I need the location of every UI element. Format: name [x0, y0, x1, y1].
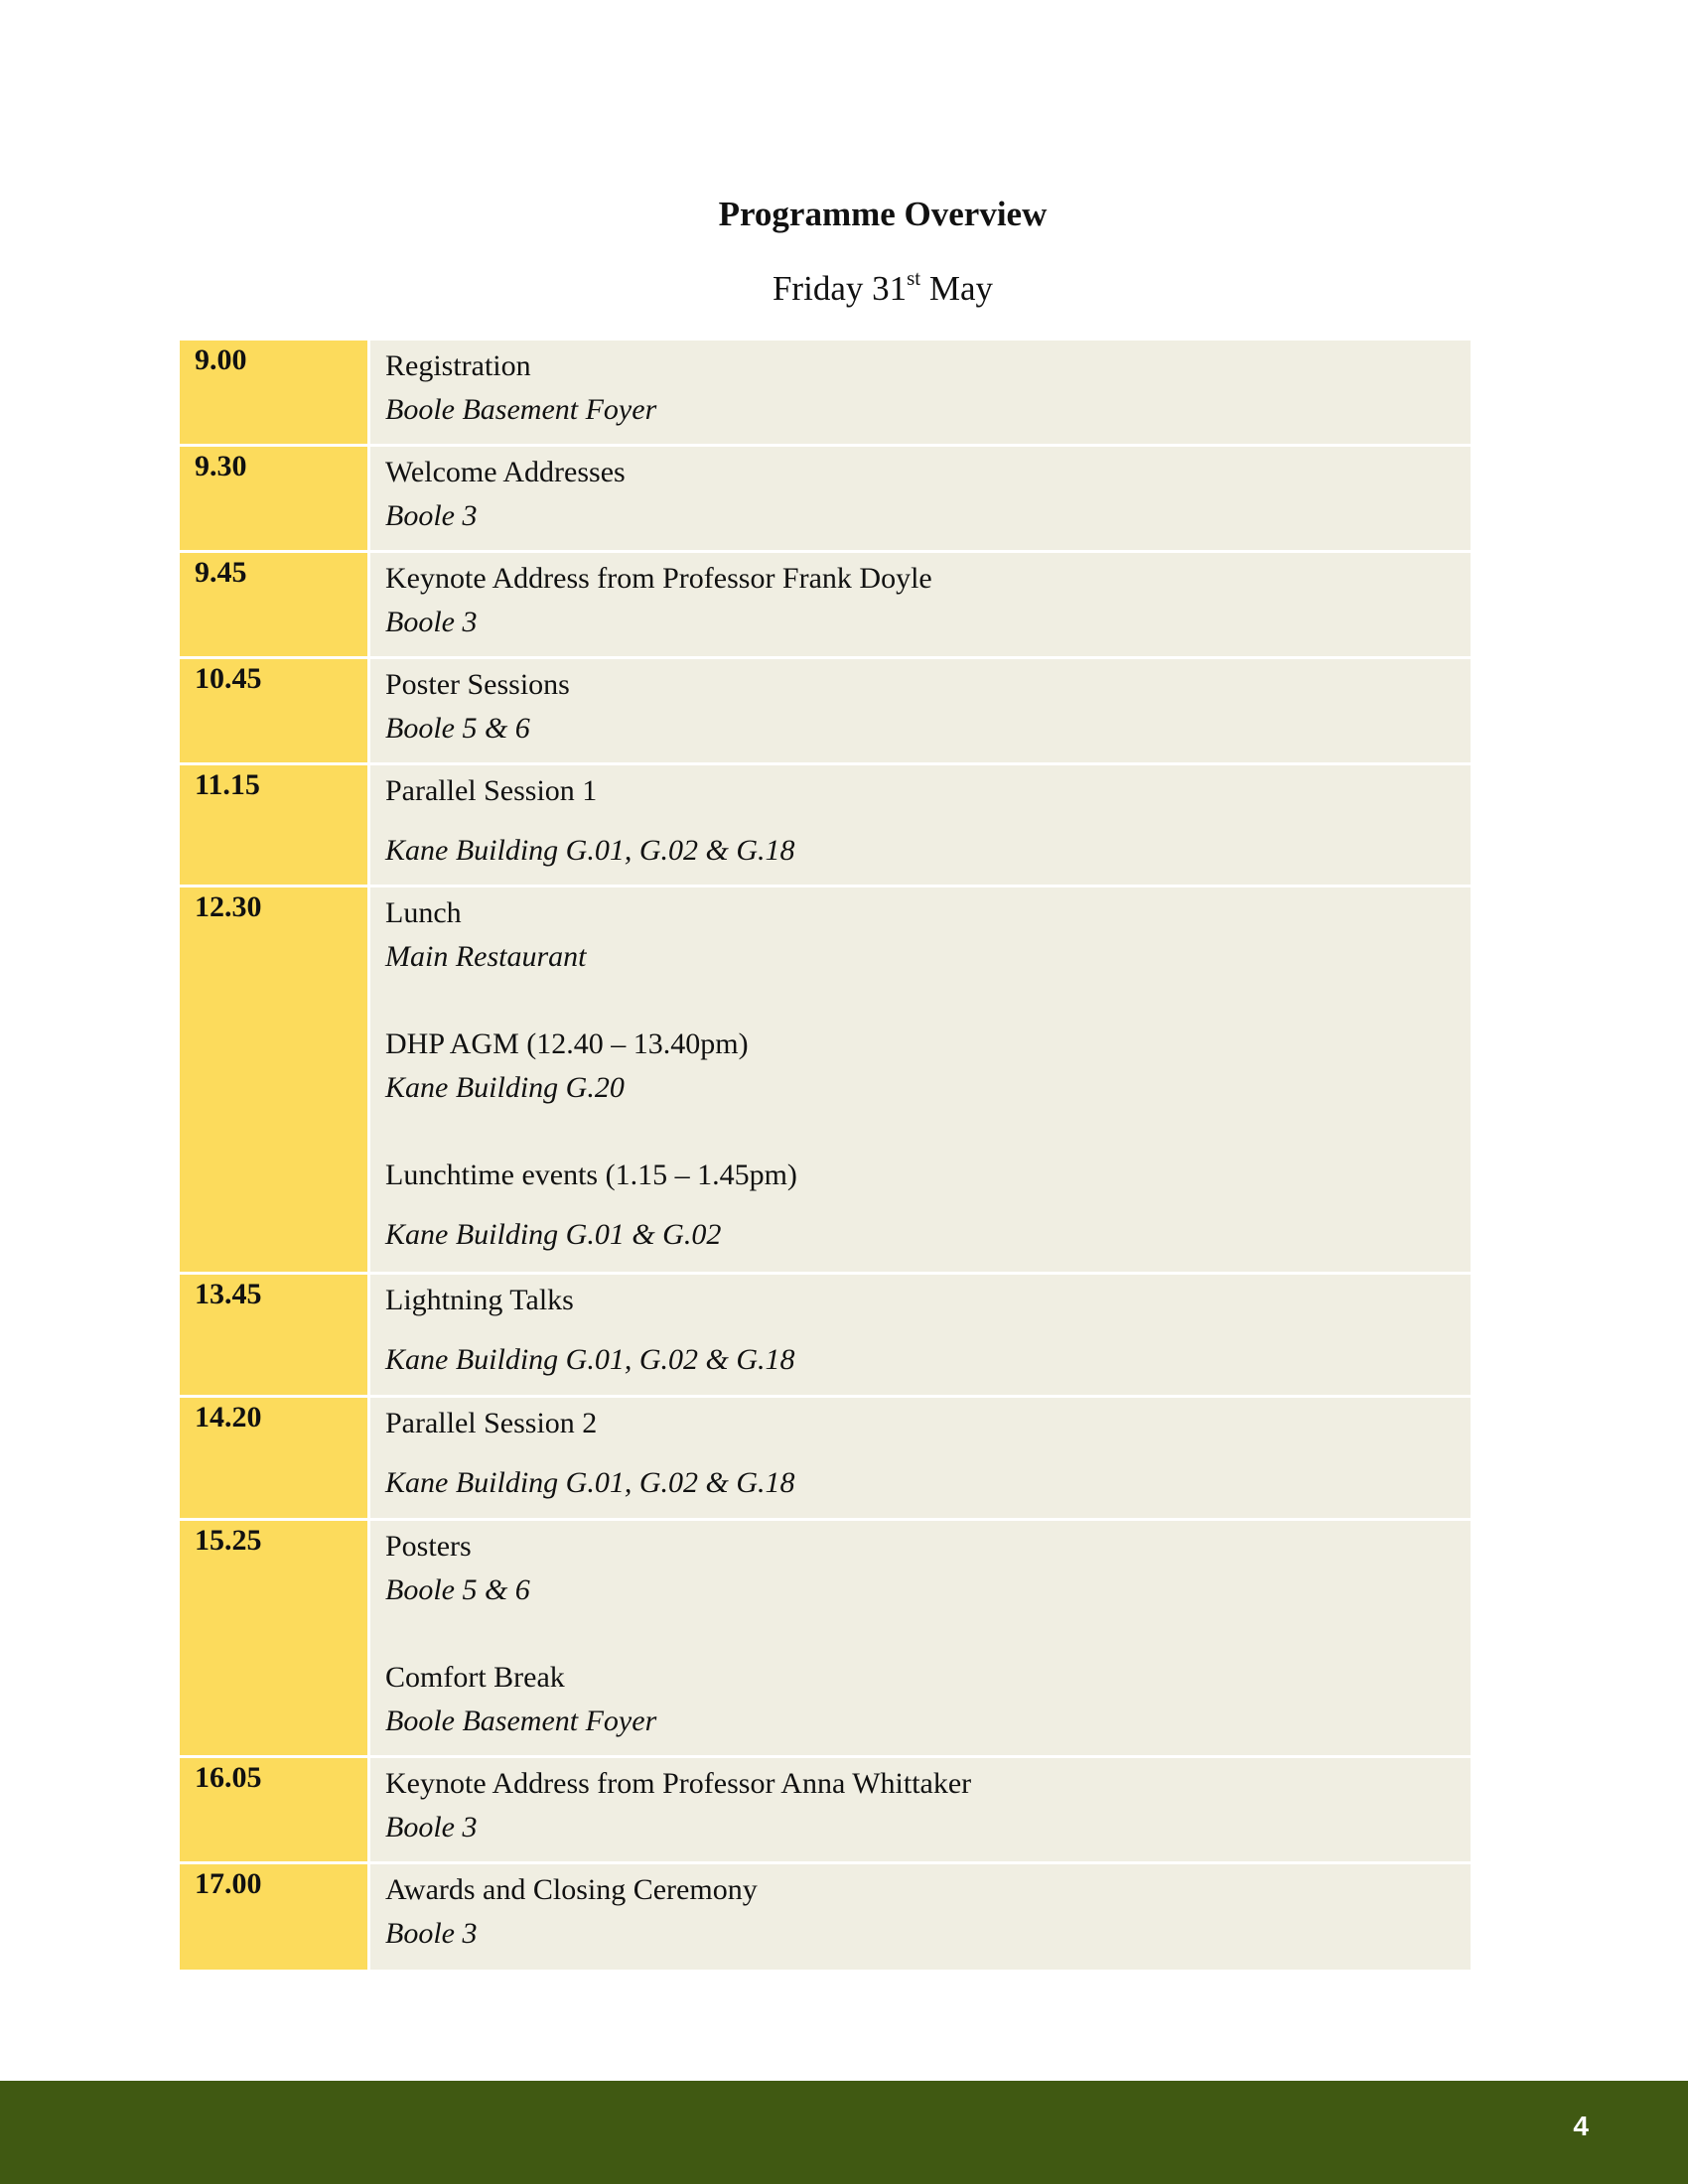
detail-cell [370, 447, 1471, 550]
schedule-row [180, 553, 1471, 659]
event-location: Boole 5 & 6 [385, 1573, 530, 1606]
schedule-row [180, 887, 1471, 1275]
event-location: Boole 5 & 6 [385, 712, 530, 745]
time-cell: 12.30 [180, 887, 370, 1272]
schedule-row [180, 447, 1471, 553]
day-heading-prefix: Friday 31 [772, 269, 908, 308]
event-location: Main Restaurant [385, 940, 587, 973]
event-location: Boole 3 [385, 499, 478, 532]
event-name: Posters [385, 1530, 472, 1563]
time-cell: 15.25 [180, 1521, 370, 1755]
event-location: Kane Building G.01, G.02 & G.18 [385, 1466, 795, 1499]
event-name: Parallel Session 2 [385, 1407, 598, 1439]
day-heading-ordinal: st [907, 266, 921, 290]
time-cell: 11.15 [180, 765, 370, 885]
detail-cell [370, 1398, 1471, 1518]
event-name: Parallel Session 1 [385, 774, 598, 807]
detail-cell [370, 1275, 1471, 1395]
time-cell: 9.00 [180, 341, 370, 444]
schedule-row [180, 341, 1471, 447]
event-name: Registration [385, 349, 531, 382]
event-location: Boole 3 [385, 1811, 478, 1843]
event-location: Boole Basement Foyer [385, 1705, 657, 1737]
time-cell: 16.05 [180, 1758, 370, 1861]
detail-cell [370, 341, 1471, 444]
detail-cell [370, 659, 1471, 762]
time-cell: 13.45 [180, 1275, 370, 1395]
event-location: Boole 3 [385, 606, 478, 638]
event-location: Boole Basement Foyer [385, 393, 657, 426]
schedule-row [180, 659, 1471, 765]
detail-cell [370, 1864, 1471, 1970]
event-name: Awards and Closing Ceremony [385, 1873, 758, 1906]
schedule-row [180, 1864, 1471, 1970]
detail-cell [370, 553, 1471, 656]
schedule-row [180, 1521, 1471, 1758]
event-name: Welcome Addresses [385, 456, 626, 488]
time-cell: 9.45 [180, 553, 370, 656]
event-name: Keynote Address from Professor Anna Whittaker [385, 1767, 972, 1800]
event-location: Kane Building G.01 & G.02 [385, 1218, 722, 1251]
event-name: Keynote Address from Professor Frank Doyle [385, 562, 932, 595]
detail-cell [370, 887, 1471, 1272]
event-location: Kane Building G.01, G.02 & G.18 [385, 834, 795, 867]
time-cell: 9.30 [180, 447, 370, 550]
time-cell: 17.00 [180, 1864, 370, 1970]
event-name: Lunchtime events (1.15 – 1.45pm) [385, 1159, 797, 1191]
event-location: Boole 3 [385, 1917, 478, 1950]
day-heading-suffix: May [920, 269, 994, 308]
detail-cell [370, 765, 1471, 885]
event-name: Poster Sessions [385, 668, 570, 701]
event-name: DHP AGM (12.40 – 13.40pm) [385, 1027, 749, 1060]
schedule-row [180, 1398, 1471, 1521]
day-heading [0, 266, 1688, 309]
time-cell: 14.20 [180, 1398, 370, 1518]
schedule-row [180, 765, 1471, 887]
detail-cell [370, 1521, 1471, 1755]
schedule-row [180, 1275, 1471, 1398]
detail-cell [370, 1758, 1471, 1861]
schedule-table [180, 341, 1471, 1970]
event-name: Comfort Break [385, 1661, 565, 1694]
schedule-row [180, 1758, 1471, 1864]
event-name: Lunch [385, 896, 462, 929]
page-number: 4 [1573, 2111, 1589, 2141]
page-title: Programme Overview [718, 195, 1048, 233]
event-location: Kane Building G.20 [385, 1071, 625, 1104]
footer-bar [0, 2081, 1688, 2184]
event-location: Kane Building G.01, G.02 & G.18 [385, 1343, 795, 1376]
event-name: Lightning Talks [385, 1284, 574, 1316]
time-cell: 10.45 [180, 659, 370, 762]
